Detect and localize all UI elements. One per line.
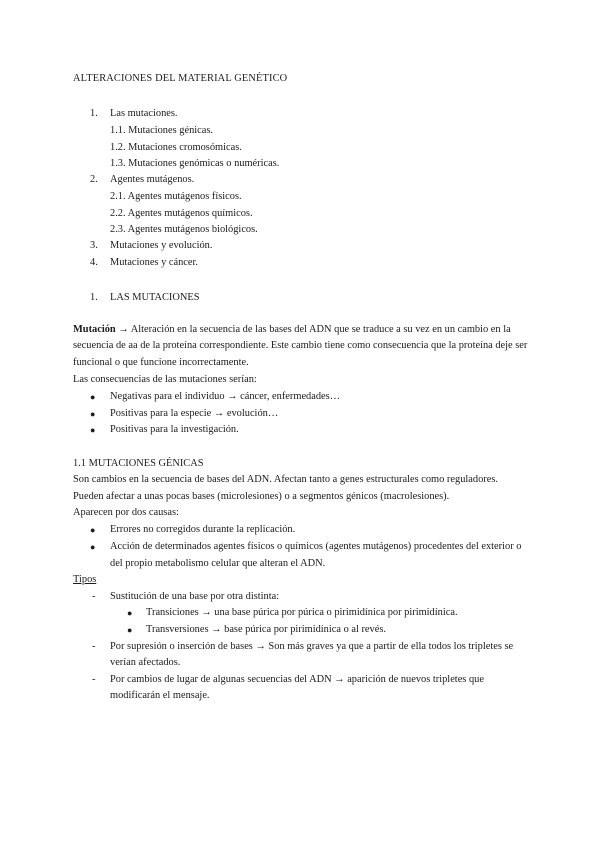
toc-subitem-1-1: 1.1. Mutaciones génicas. [110, 125, 214, 136]
definition-line: funcional o que funcione incorrectamente. [73, 357, 249, 368]
bullet-icon: ● [127, 608, 133, 618]
consequences-intro: Las consecuencias de las mutaciones serían: [73, 374, 257, 385]
list-item-continuation: verían afectados. [110, 657, 181, 668]
list-item-text: Transiciones → una base púrica por púrica o pirimidínica por pirimidínica. [146, 607, 458, 618]
document-title: ALTERACIONES DEL MATERIAL GENÉTICO [73, 73, 288, 84]
bullet-icon: ● [127, 625, 133, 635]
list-item-continuation: modificarán el mensaje. [110, 690, 210, 701]
list-item-text: Por cambios de lugar de algunas secuencias del ADN → aparición de nuevos tripletes que [110, 674, 484, 685]
toc-label: Mutaciones y evolución. [110, 240, 213, 251]
paragraph-line: Aparecen por dos causas: [73, 507, 179, 518]
definition-line [73, 323, 511, 337]
list-item-text: Negativas para el individuo → cáncer, enfermedades… [110, 391, 341, 402]
list-item-text: Acción de determinados agentes físicos o químicos (agentes mutágenos) procedentes del exterior o [110, 541, 522, 552]
toc-label: Mutaciones y cáncer. [110, 257, 198, 268]
list-item-text: Por supresión o inserción de bases → Son más graves ya que a partir de ella todos los tripletes se [110, 641, 514, 652]
bullet-icon: ● [90, 409, 96, 419]
toc-number: 3. [90, 240, 98, 251]
dash-marker: - [92, 591, 96, 602]
paragraph-line: Son cambios en la secuencia de bases del ADN. Afectan tanto a genes estructurales como reguladores. [73, 474, 499, 485]
toc-number: 1. [90, 108, 98, 119]
list-item-text: Sustitución de una base por otra distinta: [110, 591, 280, 602]
bullet-icon: ● [90, 392, 96, 402]
paragraph-line: Pueden afectar a unas pocas bases (microlesiones) o a segmentos génicos (macrolesiones). [73, 491, 450, 502]
bullet-icon: ● [90, 542, 96, 552]
bullet-icon: ● [90, 525, 96, 535]
toc-subitem-2-1: 2.1. Agentes mutágenos físicos. [110, 191, 242, 202]
toc-label: Las mutaciones. [110, 108, 178, 119]
list-item-text: Positivas para la especie → evolución… [110, 408, 279, 419]
definition-text: → Alteración en la secuencia de las bases del ADN que se traduce a su vez en un cambio en la [115, 324, 511, 335]
dash-marker: - [92, 641, 96, 652]
dash-marker: - [92, 674, 96, 685]
section-1-1-heading: 1.1 MUTACIONES GÉNICAS [73, 458, 204, 469]
toc-label: Agentes mutágenos. [110, 174, 195, 185]
section-title: LAS MUTACIONES [110, 292, 200, 303]
term-mutacion: Mutación [73, 324, 116, 335]
definition-line: secuencia de aa de la proteína correspondiente. Este cambio tiene como consecuencia que la proteína deje ser [73, 340, 528, 351]
list-item-continuation: del propio metabolismo celular que alteran el ADN. [110, 558, 326, 569]
toc-subitem-1-2: 1.2. Mutaciones cromosómicas. [110, 142, 242, 153]
section-number: 1. [90, 292, 98, 303]
list-item-text: Transversiones → base púrica por pirimidínica o al revés. [146, 624, 386, 635]
list-item-text: Positivas para la investigación. [110, 424, 239, 435]
toc-number: 4. [90, 257, 98, 268]
tipos-label: Tipos [73, 574, 97, 585]
toc-number: 2. [90, 174, 98, 185]
list-item-text: Errores no corregidos durante la replicación. [110, 524, 296, 535]
toc-subitem-2-2: 2.2. Agentes mutágenos químicos. [110, 208, 253, 219]
bullet-icon: ● [90, 425, 96, 435]
toc-subitem-1-3: 1.3. Mutaciones genómicas o numéricas. [110, 158, 280, 169]
toc-subitem-2-3: 2.3. Agentes mutágenos biológicos. [110, 224, 258, 235]
